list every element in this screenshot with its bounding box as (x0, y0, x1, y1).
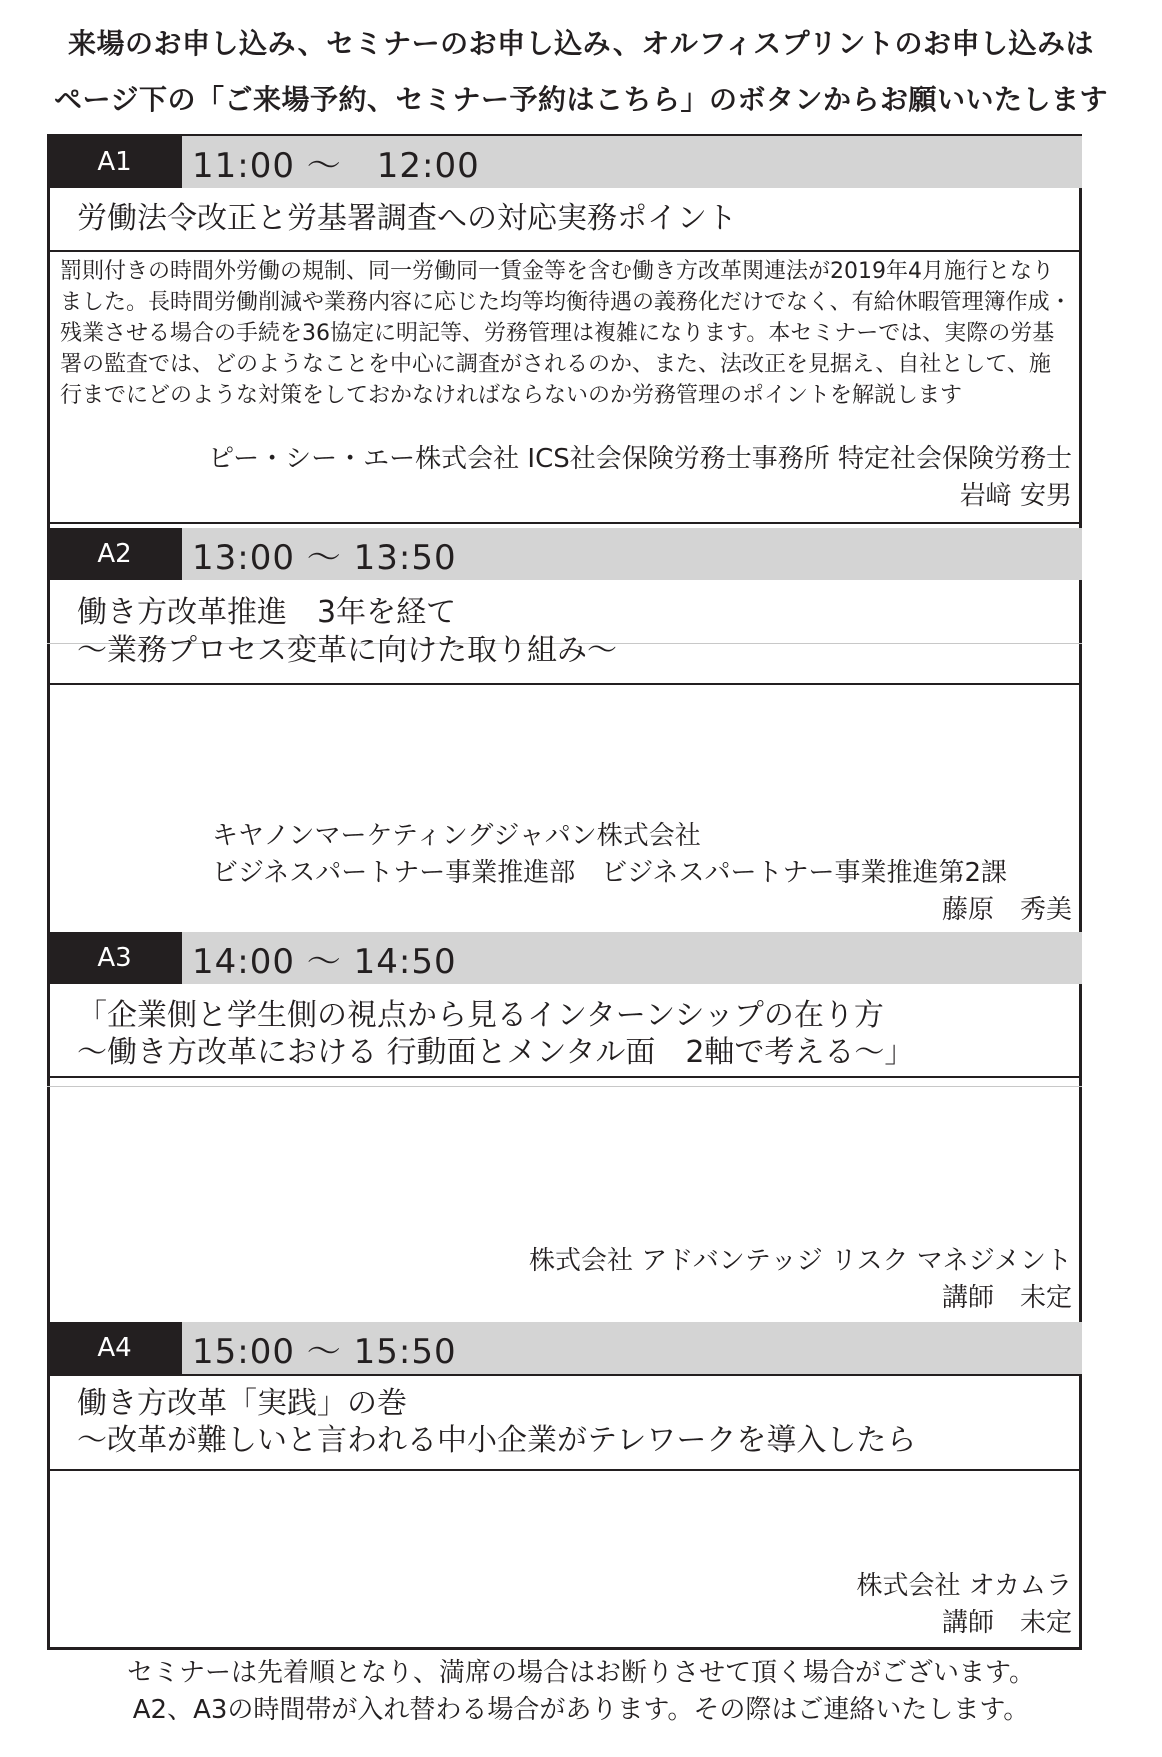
session-a4-title-line-1: 働き方改革「実践」の巻 (77, 1386, 407, 1421)
divider (47, 250, 1082, 252)
session-a4-title-line-2: 〜改革が難しいと言われる中小企業がテレワークを導入したら (77, 1423, 917, 1458)
divider (47, 1374, 1082, 1376)
session-a4-speaker-org: 株式会社 オカムラ (856, 1571, 1072, 1601)
notice-line-2: ページ下の「ご来場予約、セミナー予約はこちら」のボタンからお願いいたします (54, 83, 1108, 116)
divider (47, 1076, 1082, 1078)
session-a3-speaker-org: 株式会社 アドバンテッジ リスク マネジメント (529, 1246, 1072, 1276)
session-id: A2 (47, 528, 182, 580)
divider (47, 1469, 1082, 1471)
session-a3-title-line-1: 「企業側と学生側の視点から見るインターンシップの在り方 (77, 998, 884, 1033)
session-a4-speaker-name: 講師 未定 (941, 1608, 1072, 1638)
divider (47, 1086, 1082, 1087)
session-a1-header (47, 136, 1082, 188)
session-a2-speaker-name: 藤原 秀美 (941, 895, 1072, 925)
session-a3-speaker-name: 講師 未定 (941, 1283, 1072, 1313)
session-id: A1 (47, 136, 182, 188)
session-a2-title-line-1: 働き方改革推進 3年を経て (77, 595, 457, 630)
session-a2-speaker-org-1: キヤノンマーケティングジャパン株式会社 (212, 821, 701, 851)
footer-note-1: セミナーは先着順となり、満席の場合はお断りさせて頂く場合がございます。 (127, 1658, 1035, 1688)
session-a4-header (47, 1322, 1082, 1374)
session-a1-title: 労働法令改正と労基署調査への対応実務ポイント (77, 201, 737, 236)
session-id: A4 (47, 1322, 182, 1374)
divider (47, 522, 1082, 524)
footer-note-2: A2、A3の時間帯が入れ替わる場合があります。その際はご連絡いたします。 (132, 1695, 1030, 1725)
session-a1-speaker-name: 岩﨑 安男 (959, 481, 1072, 511)
session-time: 14:00 〜 14:50 (192, 941, 457, 982)
session-a3-header (47, 932, 1082, 984)
session-time: 11:00 〜 12:00 (192, 145, 480, 186)
session-a2-header (47, 528, 1082, 580)
session-a1-description: 罰則付きの時間外労働の規制、同一労働同一賃金等を含む働き方改革関連法が2019年4月施行となりました。長時間労働削減や業務内容に応じた均等均衡待遇の義務化だけでなく、有給休暇管理簿作成・残業させる場合の手続を36協定に明記等、労務管理は複雑になります。本セミナーでは、実際の労基署の監査では、どのようなことを中心に調査がされるのか、また、法改正を見据え、自社として、施行までにどのような対策をしておかなければならないのか労務管理のポイントを解説します (60, 259, 1072, 408)
notice-line-1: 来場のお申し込み、セミナーのお申し込み、オルフィスプリントのお申し込みは (67, 27, 1094, 60)
session-id: A3 (47, 932, 182, 984)
divider (47, 683, 1082, 685)
session-a2-speaker-org-2: ビジネスパートナー事業推進部 ビジネスパートナー事業推進第2課 (212, 858, 1007, 888)
session-a1-speaker-org: ピー・シー・エー株式会社 ICS社会保険労務士事務所 特定社会保険労務士 (208, 444, 1072, 474)
session-a3-title-line-2: 〜働き方改革における 行動面とメンタル面 2軸で考える〜」 (77, 1035, 915, 1070)
session-a2-title-line-2: 〜業務プロセス変革に向けた取り組み〜 (77, 633, 617, 668)
session-time: 13:00 〜 13:50 (192, 537, 457, 578)
session-time: 15:00 〜 15:50 (192, 1331, 457, 1372)
